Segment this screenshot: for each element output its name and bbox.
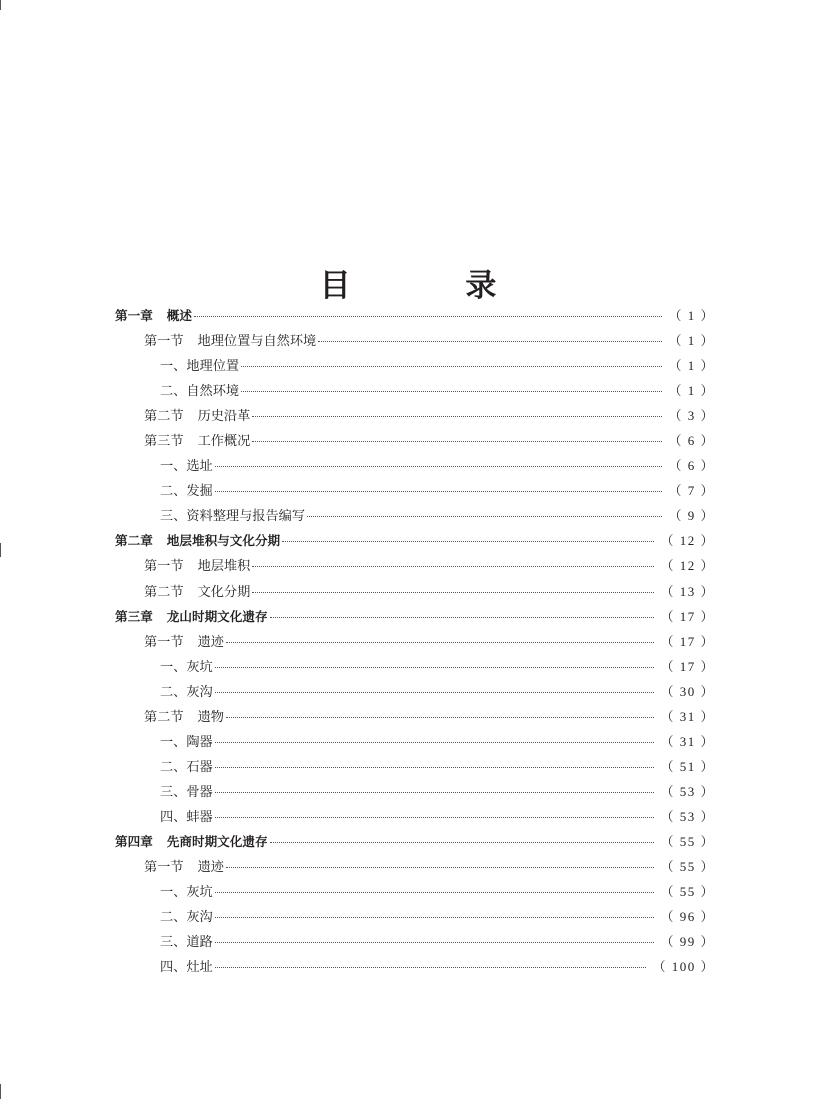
dot-leader — [215, 791, 655, 793]
toc-page-number: （ 1 ） — [668, 383, 715, 399]
toc-entry-title: 历史沿革 — [197, 409, 251, 425]
toc-entry-number: 第一节 — [144, 559, 184, 575]
dot-leader — [307, 515, 662, 517]
dot-leader — [226, 641, 655, 643]
dot-leader — [226, 716, 655, 718]
toc-entry-title: 一、地理位置 — [160, 359, 240, 375]
toc-entry-title: 遗迹 — [197, 860, 224, 876]
toc-page-number: （ 1 ） — [668, 308, 715, 323]
dot-leader — [252, 415, 662, 417]
toc-subsection[interactable] — [115, 929, 715, 954]
dot-leader — [215, 816, 655, 818]
toc-page-number: （ 53 ） — [660, 783, 715, 799]
toc-page-number: （ 51 ） — [660, 758, 715, 774]
toc-entry-number: 第二章 — [115, 533, 153, 549]
toc-entry-number: 第三节 — [144, 434, 184, 450]
toc-section[interactable] — [115, 854, 715, 879]
toc-entry-number: 第一节 — [144, 334, 184, 350]
toc-chapter[interactable] — [115, 303, 715, 328]
toc-page-number: （ 3 ） — [668, 408, 715, 424]
toc-page-number: （ 17 ） — [660, 658, 715, 674]
toc-page-number: （ 31 ） — [660, 733, 715, 749]
dot-leader — [215, 490, 663, 492]
toc-entry-title: 三、骨器 — [160, 784, 213, 800]
dot-leader — [252, 565, 654, 567]
dot-leader — [215, 941, 655, 943]
toc-entry-title: 一、灰坑 — [160, 885, 213, 901]
toc-entry-title: 二、石器 — [160, 759, 213, 775]
dot-leader — [252, 591, 654, 593]
toc-entry-title: 四、蚌器 — [160, 809, 213, 825]
toc-page-number: （ 99 ） — [660, 934, 715, 950]
toc-section[interactable] — [115, 428, 715, 453]
toc-subsection[interactable] — [115, 754, 715, 779]
toc-subsection[interactable] — [115, 779, 715, 804]
page-title: 目 录 — [319, 267, 549, 304]
toc-entry-title: 二、灰沟 — [160, 910, 213, 926]
toc-page-number: （ 1 ） — [668, 333, 715, 349]
toc-page-number: （ 53 ） — [660, 808, 715, 824]
toc-entry-title: 四、灶址 — [160, 960, 213, 976]
toc-subsection[interactable] — [115, 478, 715, 503]
toc-page-number: （ 12 ） — [660, 558, 715, 574]
table-of-contents — [115, 303, 715, 979]
toc-section[interactable] — [115, 579, 715, 604]
toc-entry-title: 二、灰沟 — [160, 684, 213, 700]
toc-entry-title: 遗物 — [197, 709, 224, 725]
dot-leader — [318, 340, 662, 342]
crop-mark-top — [0, 0, 1, 10]
toc-entry-title: 地理位置与自然环境 — [197, 334, 317, 350]
toc-page-number: （ 6 ） — [668, 433, 715, 449]
toc-page-number: （ 7 ） — [668, 483, 715, 499]
toc-entry-title: 一、选址 — [160, 459, 213, 475]
toc-page-number: （ 100 ） — [652, 959, 715, 975]
toc-entry-number: 第二节 — [144, 409, 184, 425]
dot-leader — [241, 390, 662, 392]
toc-subsection[interactable] — [115, 654, 715, 679]
toc-subsection[interactable] — [115, 378, 715, 403]
dot-leader — [215, 966, 647, 968]
toc-page-number: （ 12 ） — [660, 533, 715, 549]
toc-entry-title: 一、陶器 — [160, 734, 213, 750]
toc-chapter[interactable] — [115, 829, 715, 854]
toc-subsection[interactable] — [115, 904, 715, 929]
dot-leader — [241, 365, 662, 367]
toc-subsection[interactable] — [115, 954, 715, 979]
toc-entry-title: 地层堆积 — [197, 559, 251, 575]
toc-page-number: （ 30 ） — [660, 683, 715, 699]
dot-leader — [282, 540, 654, 542]
toc-entry-title: 文化分期 — [197, 584, 251, 600]
dot-leader — [252, 440, 662, 442]
toc-page-number: （ 17 ） — [660, 633, 715, 649]
dot-leader — [215, 691, 655, 693]
toc-entry-title: 三、资料整理与报告编写 — [160, 509, 306, 525]
toc-section[interactable] — [115, 403, 715, 428]
toc-entry-number: 第一节 — [144, 860, 184, 876]
toc-chapter[interactable] — [115, 528, 715, 553]
dot-leader — [215, 465, 663, 467]
toc-section[interactable] — [115, 328, 715, 353]
toc-subsection[interactable] — [115, 879, 715, 904]
toc-page-number: （ 6 ） — [668, 458, 715, 474]
toc-subsection[interactable] — [115, 353, 715, 378]
toc-entry-number: 第三章 — [115, 608, 153, 624]
toc-entry-number: 第一章 — [115, 308, 153, 323]
crop-mark-middle — [0, 543, 1, 557]
toc-entry-title: 概述 — [166, 308, 192, 323]
toc-entry-title: 二、发掘 — [160, 484, 213, 500]
dot-leader — [215, 916, 655, 918]
toc-subsection[interactable] — [115, 804, 715, 829]
crop-mark-bottom — [0, 1084, 1, 1099]
toc-page-number: （ 31 ） — [660, 708, 715, 724]
dot-leader — [215, 891, 655, 893]
toc-page-number: （ 1 ） — [668, 358, 715, 374]
toc-entry-title: 工作概况 — [197, 434, 251, 450]
toc-subsection[interactable] — [115, 453, 715, 478]
toc-entry-number: 第二节 — [144, 709, 184, 725]
toc-page-number: （ 55 ） — [660, 833, 715, 849]
toc-page-number: （ 55 ） — [660, 859, 715, 875]
toc-entry-title: 龙山时期文化遗存 — [166, 608, 268, 624]
toc-entry-number: 第四章 — [115, 833, 153, 849]
toc-page-number: （ 96 ） — [660, 909, 715, 925]
toc-entry-title: 一、灰坑 — [160, 659, 213, 675]
dot-leader — [215, 741, 655, 743]
toc-entry-title: 二、自然环境 — [160, 384, 240, 400]
toc-page-number: （ 55 ） — [660, 884, 715, 900]
toc-entry-title: 地层堆积与文化分期 — [166, 533, 281, 549]
dot-leader — [270, 841, 655, 843]
toc-page-number: （ 17 ） — [660, 608, 715, 624]
dot-leader — [215, 666, 655, 668]
toc-subsection[interactable] — [115, 503, 715, 528]
dot-leader — [215, 766, 655, 768]
dot-leader — [270, 616, 655, 618]
toc-entry-number: 第一节 — [144, 634, 184, 650]
toc-section[interactable] — [115, 553, 715, 578]
toc-page-number: （ 13 ） — [660, 583, 715, 599]
toc-subsection[interactable] — [115, 679, 715, 704]
toc-entry-title: 遗迹 — [197, 634, 224, 650]
toc-section[interactable] — [115, 704, 715, 729]
toc-subsection[interactable] — [115, 729, 715, 754]
dot-leader — [226, 866, 655, 868]
toc-entry-title: 三、道路 — [160, 935, 213, 951]
toc-entry-number: 第二节 — [144, 584, 184, 600]
dot-leader — [194, 315, 663, 317]
toc-page-number: （ 9 ） — [668, 508, 715, 524]
toc-section[interactable] — [115, 629, 715, 654]
toc-entry-title: 先商时期文化遗存 — [166, 833, 268, 849]
toc-chapter[interactable] — [115, 604, 715, 629]
